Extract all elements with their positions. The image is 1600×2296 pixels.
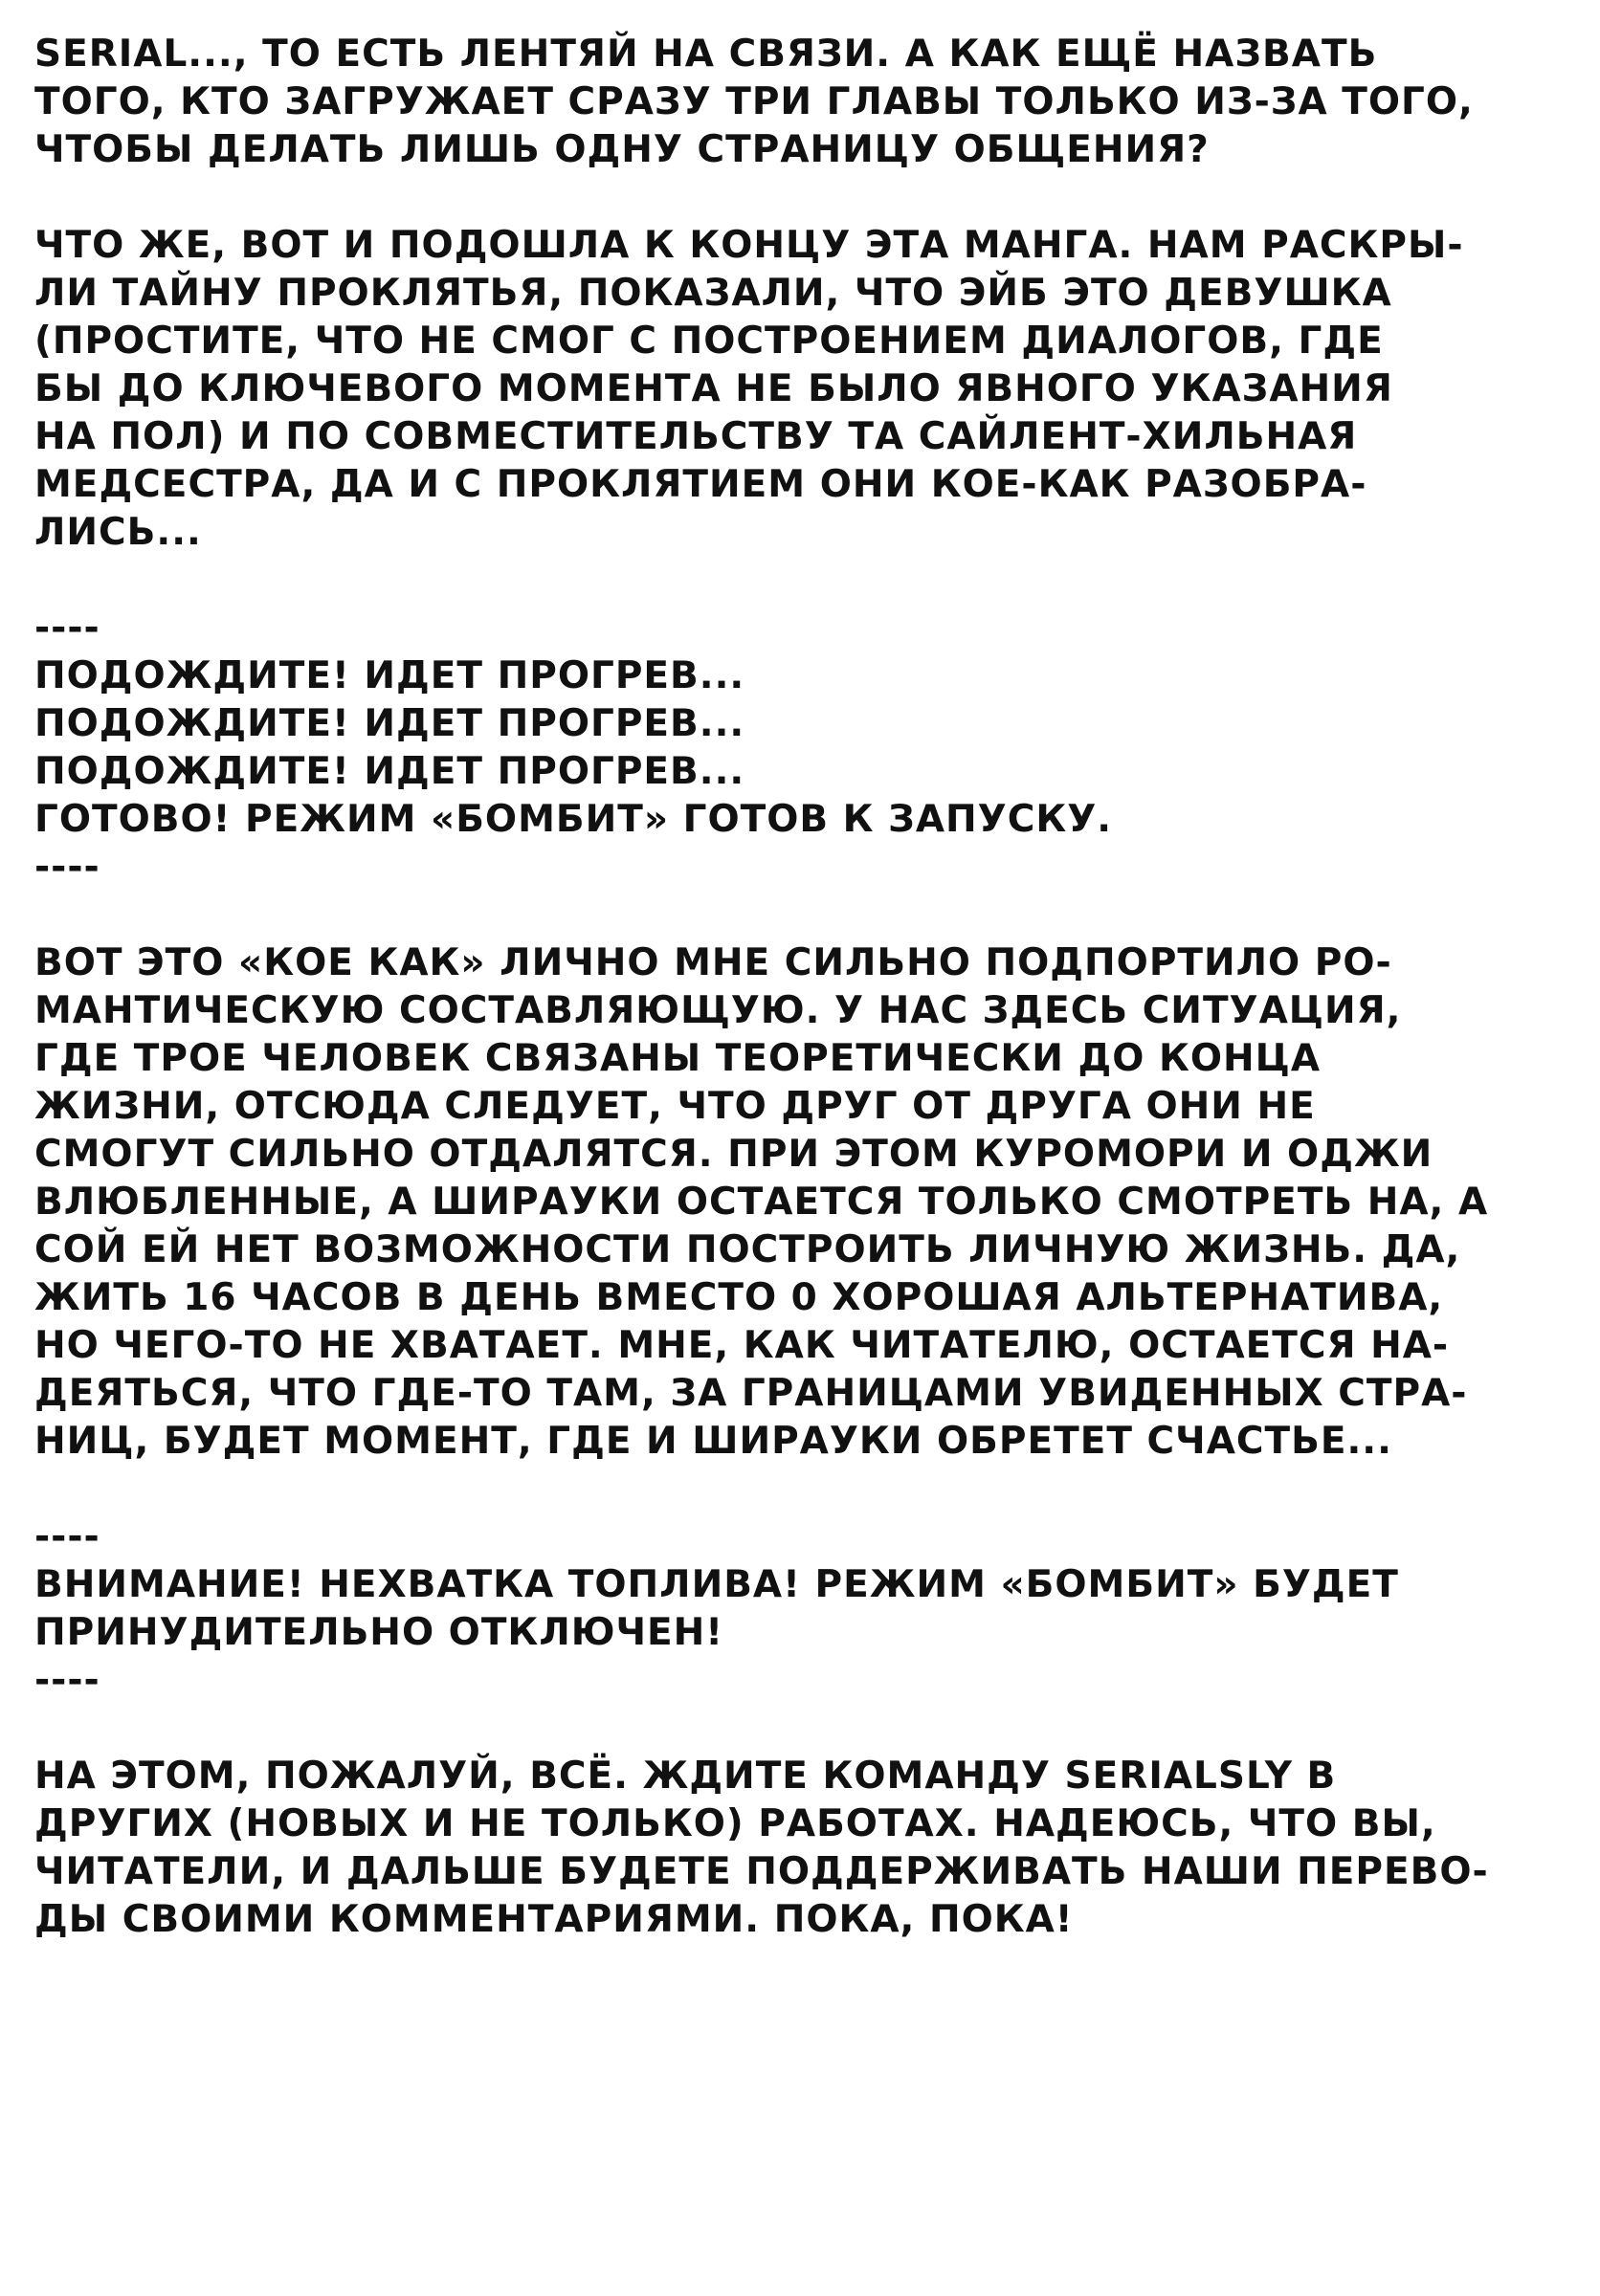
text-line: ЖИТЬ 16 ЧАСОВ В ДЕНЬ ВМЕСТО 0 ХОРОШАЯ АЛЬТЕРНАТИВА, <box>34 1276 1444 1319</box>
text-line: ДЕЯТЬСЯ, ЧТО ГДЕ-ТО ТАМ, ЗА ГРАНИЦАМИ УВИДЕННЫХ СТРА- <box>34 1372 1468 1415</box>
paragraph-shutdown <box>34 1513 1566 1705</box>
text-line: ЛИСЬ... <box>34 511 202 554</box>
text-line: ДЫ СВОИМИ КОММЕНТАРИЯМИ. ПОКА, ПОКА! <box>34 1898 1074 1941</box>
text-line: ЧТОБЫ ДЕЛАТЬ ЛИШЬ ОДНУ СТРАНИЦУ ОБЩЕНИЯ? <box>34 128 1210 171</box>
text-line: ВЛЮБЛЕННЫЕ, А ШИРАУКИ ОСТАЕТСЯ ТОЛЬКО СМОТРЕТЬ НА, А <box>34 1181 1489 1224</box>
divider-line: ---- <box>34 846 100 889</box>
text-line: ВОТ ЭТО «КОЕ КАК» ЛИЧНО МНЕ СИЛЬНО ПОДПОРТИЛО РО- <box>34 941 1392 984</box>
paragraph-closing <box>34 1753 1566 1944</box>
text-line: ПОДОЖДИТЕ! ИДЕТ ПРОГРЕВ... <box>34 654 745 697</box>
text-line: МЕДСЕСТРА, ДА И С ПРОКЛЯТИЕМ ОНИ КОЕ-КАК РАЗОБРА- <box>34 463 1367 506</box>
text-line: ЧТО ЖЕ, ВОТ И ПОДОШЛА К КОНЦУ ЭТА МАНГА. НАМ РАСКРЫ- <box>34 224 1464 267</box>
text-line: СМОГУТ СИЛЬНО ОТДАЛЯТСЯ. ПРИ ЭТОМ КУРОМОРИ И ОДЖИ <box>34 1133 1433 1176</box>
paragraph-opinion <box>34 939 1566 1466</box>
text-line: ТОГО, КТО ЗАГРУЖАЕТ СРАЗУ ТРИ ГЛАВЫ ТОЛЬКО ИЗ-ЗА ТОГО, <box>34 80 1474 123</box>
text-line: (ПРОСТИТЕ, ЧТО НЕ СМОГ С ПОСТРОЕНИЕМ ДИАЛОГОВ, ГДЕ <box>34 320 1384 363</box>
text-line: СОЙ ЕЙ НЕТ ВОЗМОЖНОСТИ ПОСТРОИТЬ ЛИЧНУЮ ЖИЗНЬ. ДА, <box>34 1228 1461 1271</box>
divider-line: ---- <box>34 607 100 650</box>
text-line: ГОТОВО! РЕЖИМ «БОМБИТ» ГОТОВ К ЗАПУСКУ. <box>34 798 1113 841</box>
text-line: SERIAL..., ТО ЕСТЬ ЛЕНТЯЙ НА СВЯЗИ. А КАК ЕЩЁ НАЗВАТЬ <box>34 33 1378 76</box>
text-line: ПОДОЖДИТЕ! ИДЕТ ПРОГРЕВ... <box>34 702 745 745</box>
paragraph-intro <box>34 31 1566 174</box>
text-line: ГДЕ ТРОЕ ЧЕЛОВЕК СВЯЗАНЫ ТЕОРЕТИЧЕСКИ ДО КОНЦА <box>34 1037 1322 1080</box>
translator-note-page <box>34 31 1566 1992</box>
text-line: НА ПОЛ) И ПО СОВМЕСТИТЕЛЬСТВУ ТА САЙЛЕНТ-ХИЛЬНАЯ <box>34 415 1358 458</box>
text-line: НО ЧЕГО-ТО НЕ ХВАТАЕТ. МНЕ, КАК ЧИТАТЕЛЮ, ОСТАЕТСЯ НА- <box>34 1324 1450 1367</box>
text-line: МАНТИЧЕСКУЮ СОСТАВЛЯЮЩУЮ. У НАС ЗДЕСЬ СИТУАЦИЯ, <box>34 989 1402 1032</box>
text-line: НИЦ, БУДЕТ МОМЕНТ, ГДЕ И ШИРАУКИ ОБРЕТЕТ СЧАСТЬЕ... <box>34 1420 1392 1463</box>
divider-line: ---- <box>34 1659 100 1702</box>
text-line: ЧИТАТЕЛИ, И ДАЛЬШЕ БУДЕТЕ ПОДДЕРЖИВАТЬ НАШИ ПЕРЕВО- <box>34 1850 1489 1893</box>
text-line: ПРИНУДИТЕЛЬНО ОТКЛЮЧЕН! <box>34 1611 724 1654</box>
text-line: ДРУГИХ (НОВЫХ И НЕ ТОЛЬКО) РАБОТАХ. НАДЕЮСЬ, ЧТО ВЫ, <box>34 1802 1436 1845</box>
text-line: ПОДОЖДИТЕ! ИДЕТ ПРОГРЕВ... <box>34 750 745 793</box>
text-line: ЛИ ТАЙНУ ПРОКЛЯТЬЯ, ПОКАЗАЛИ, ЧТО ЭЙБ ЭТО ДЕВУШКА <box>34 272 1392 315</box>
paragraph-summary <box>34 222 1566 557</box>
text-line: ЖИЗНИ, ОТСЮДА СЛЕДУЕТ, ЧТО ДРУГ ОТ ДРУГА ОНИ НЕ <box>34 1085 1316 1128</box>
divider-line: ---- <box>34 1515 100 1558</box>
text-line: ВНИМАНИЕ! НЕХВАТКА ТОПЛИВА! РЕЖИМ «БОМБИТ» БУДЕТ <box>34 1563 1399 1606</box>
paragraph-warmup <box>34 605 1566 892</box>
text-line: БЫ ДО КЛЮЧЕВОГО МОМЕНТА НЕ БЫЛО ЯВНОГО УКАЗАНИЯ <box>34 367 1393 410</box>
text-line: НА ЭТОМ, ПОЖАЛУЙ, ВСЁ. ЖДИТЕ КОМАНДУ SERIALSLY В <box>34 1755 1337 1798</box>
